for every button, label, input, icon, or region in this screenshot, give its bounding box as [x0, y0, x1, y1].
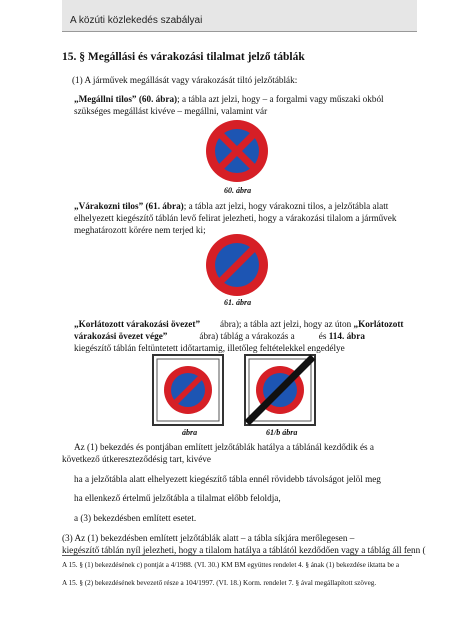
item-a-line2: szükséges megállást kivéve – megállni, valamint vár	[74, 106, 268, 116]
item-c-mid2: ábra) táblág a várakozás a	[199, 331, 295, 341]
figure-61b-caption: 61/b ábra	[266, 428, 298, 437]
footnote-rule	[62, 555, 412, 556]
restricted-parking-zone-sign	[152, 354, 224, 426]
header-rule	[62, 31, 417, 32]
item-a-text1: ; a tábla azt jelzi, hogy – a forgalmi vagy műszaki okból	[177, 94, 384, 104]
footnote-2: A 15. § (2) bekezdésének bevezető része a 104/1997. (VI. 18.) Korm. rendelet 7. § ával megállapított szöveg.	[62, 579, 377, 587]
item-c-bold2: várakozási övezet vége”	[74, 331, 168, 341]
restricted-parking-zone-end-sign	[244, 354, 316, 426]
header-title: A közúti közlekedés szabályai	[70, 15, 203, 26]
figure-60-caption: 60. ábra	[224, 186, 252, 195]
item-b-line2: elhelyezett kiegészítő táblán levő felirat jelezheti, hogy a várakozási tilalom a járművek	[74, 213, 397, 223]
p6-line2: kiegészítő táblán nyíl jelezheti, hogy a tilalom hatálya a táblától kezdődően vagy a táblág áll fenn (	[62, 545, 426, 555]
p6-line1: (3) Az (1) bekezdésben említett jelzőtáblák alatt – a tábla síkjára merőlegesen –	[62, 533, 355, 543]
item-c-bold1: „Korlátozott várakozási övezet”	[74, 319, 201, 329]
item-c-bold1b: „Korlátozott	[353, 319, 404, 329]
item-c-bold2c: 114. ábra	[328, 331, 365, 341]
p3: ha a jelzőtábla alatt elhelyezett kiegészítő tábla ennél rövidebb távolságot jelöl meg	[74, 474, 381, 484]
figure-61-caption: 61. ábra	[224, 298, 252, 307]
p2-line1: Az (1) bekezdés és pontjában említett jelzőtáblák hatálya a táblánál kezdődik és a	[74, 442, 374, 452]
figure-61a-caption: ábra	[182, 428, 198, 437]
item-b-line3: meghatározott körére nem terjed ki;	[74, 225, 206, 235]
p4: ha ellenkező értelmű jelzőtábla a tilalmat előbb feloldja,	[74, 493, 281, 503]
item-b-text1: ; a tábla azt jelzi, hogy várakozni tilos, a jelzőtábla alatt	[183, 201, 389, 211]
paragraph-1: (1) A járművek megállását vagy várakozását tiltó jelzőtáblák:	[72, 75, 298, 85]
item-a-line1	[74, 93, 384, 105]
item-c-mid2b: és	[318, 331, 327, 341]
no-stopping-sign	[204, 118, 270, 184]
no-parking-sign	[204, 232, 270, 298]
item-c-line1	[74, 318, 403, 330]
page-header	[0, 0, 474, 32]
item-b-bold: „Várakozni tilos” (61. ábra)	[74, 201, 184, 211]
item-a-bold: „Megállni tilos” (60. ábra)	[74, 94, 178, 104]
footnote-1: A 15. § (1) bekezdésének c) pontját a 4/1988. (VI. 30.) KM BM együttes rendelet 4. § ának (1) bekezdése iktatta be a	[62, 561, 400, 569]
item-c-mid1: ábra); a tábla azt jelzi, hogy az úton	[220, 319, 352, 329]
p5: a (3) bekezdésben említett esetet.	[74, 513, 197, 523]
item-c-line3: kiegészítő táblán feltüntetett időtartamig, illetőleg feltételekkel engedélye	[74, 343, 345, 353]
p2-line2: következő útkereszteződésig tart, kivéve	[62, 454, 211, 464]
item-b-line1	[74, 200, 388, 212]
section-title: 15. § Megállási és várakozási tilalmat jelző táblák	[62, 51, 305, 63]
item-c-line2	[74, 330, 365, 342]
